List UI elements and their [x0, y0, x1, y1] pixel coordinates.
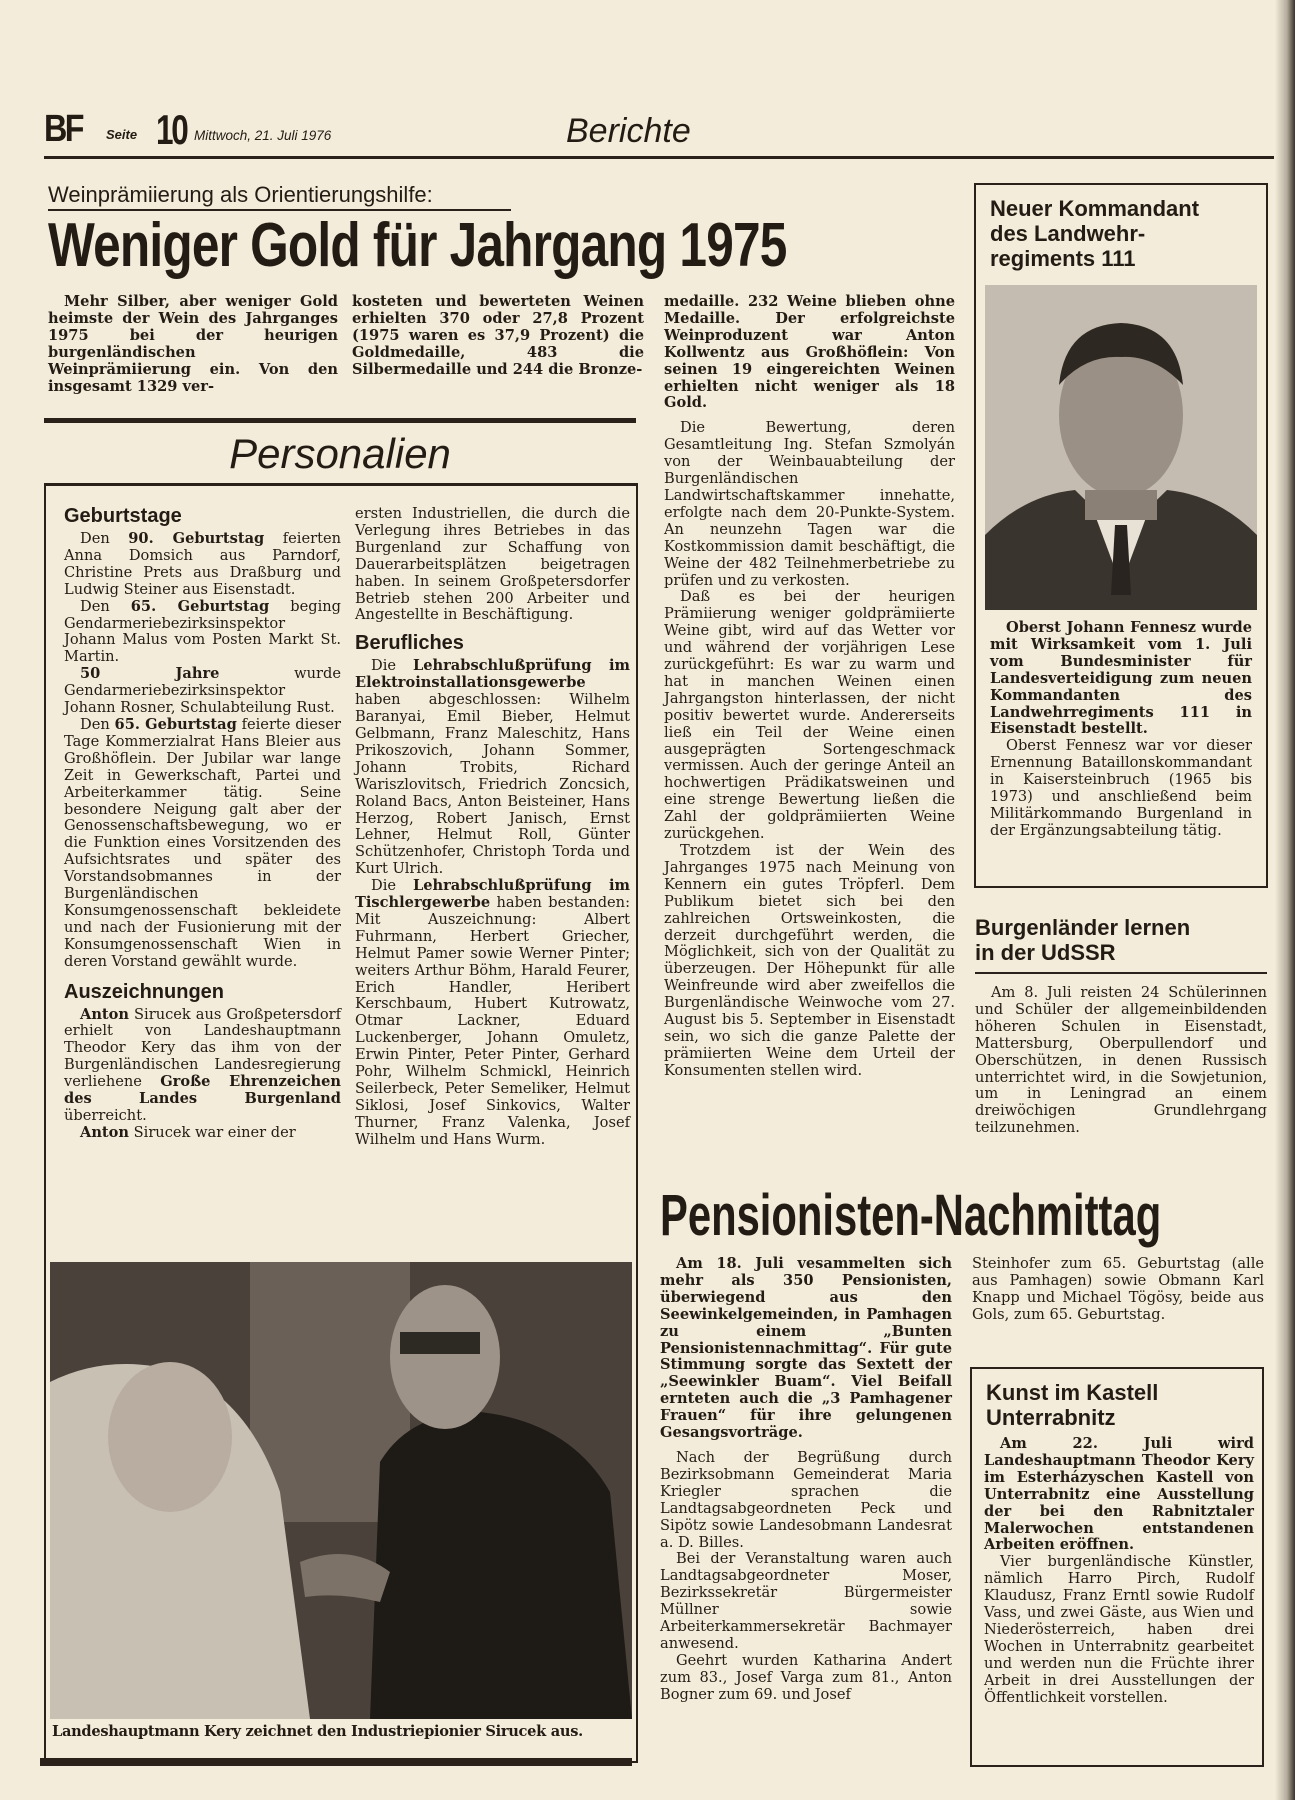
- issue-date: Mittwoch, 21. Juli 1976: [194, 128, 332, 143]
- heading-berufliches: Berufliches: [355, 632, 464, 655]
- geburtstage-p4: Den 65. Geburtstag feierte dieser Tage Kommerzialrat Hans Bleier aus Großhöflein. Der Jubilar war lange Zeit in Gewerkschaft, Partei und Arbeiterkammer tätig. Seine besondere Neigung galt aber der Genossenschaftsbewegung, wo er die Funktion eines Vorsitzenden des Aufsichtsrates und später des Vorstandsobmannes in der Burgenländischen Konsumgenossenschaft bekleidete und nach der Fusionierung mit der Konsumgenossenschaft Wien in deren Vorstand gewählt wurde.: [64, 715, 341, 970]
- auszeichnungen-p2-start: Anton Sirucek war einer der: [80, 1123, 296, 1141]
- pensionisten-body-p3: Geehrt wurden Katharina Andert zum 83., Josef Varga zum 81., Anton Bogner zum 69. und Josef: [660, 1651, 952, 1703]
- wine-headline: Weniger Gold für Jahrgang 1975: [48, 211, 787, 280]
- udssr-headline: Burgenländer lernen in der UdSSR: [975, 915, 1191, 965]
- wine-body-p3: Trotzdem ist der Wein des Jahrganges 1975 nach Meinung von Kennern ein gutes Tröpferl. Dem Publikum bietet sich bei den zahlreichen Ortsweinkosten, die derzeit durchgeführt werden, die Möglichkeit, sich von der Qualität zu überzeugen. Der Höhepunkt für alle Weinfreunde wird aber zweifellos die Burgenländische Weinwoche vom 27. August bis 5. September in Eisenstadt sein, wo sich die ganze Palette der prämiierten Weine dem Urteil der Konsumenten stellen wird.: [664, 842, 955, 1079]
- section-title: Berichte: [566, 112, 691, 150]
- personalien-title: Personalien: [229, 430, 451, 477]
- masthead: [44, 108, 1274, 156]
- page-edge-shadow: [1275, 0, 1295, 1800]
- wine-body-p2: Daß es bei der heurigen Prämiierung weniger goldprämiierte Weine gibt, wird auf das Wetter vor und während der vorjährigen Lese zurückgeführt: Es war zu warm und hat in manchen Weinen einen Jahrgangston hinterlassen, der nicht positiv bewertet wurde. Andererseits ließ ein Teil der Weine einen ausgeprägten Sortengeschmack vermissen. Auch der geringe Anteil an hochwertigen Prädikatsweinen und eine strenge Bewertung ließen die Zahl der goldprämiierten Weine zurückgehen.: [664, 588, 955, 843]
- kunst-body: Vier burgenländische Künstler, nämlich Harro Pirch, Rudolf Klaudusz, Franz Erntl sowie Rudolf Vass, und zwei Gäste, aus Wien und Niederösterreich, haben drei Wochen in Unterrabnitz gearbeitet und werden nun die Früchte ihrer Arbeit in drei Ausstellungen der Öffentlichkeit vorstellen.: [984, 1553, 1254, 1706]
- pensionisten-headline: Pensionisten-Nachmittag: [660, 1183, 1162, 1248]
- heading-auszeichnungen: Auszeichnungen: [64, 980, 225, 1003]
- personalien-top-rule: [44, 418, 636, 423]
- udssr-rule: [975, 972, 1267, 974]
- geburtstage-p2: Den 65. Geburtstag beging Gendarmeriebezirksinspektor Johann Malus vom Posten Markt St. Martin.: [64, 597, 341, 666]
- personalien-col1: [64, 503, 341, 1142]
- photo-caption: Landeshauptmann Kery zeichnet den Industriepionier Sirucek aus.: [52, 1723, 583, 1740]
- photo-illustration: [50, 1262, 632, 1719]
- berufliches-p2: Die Lehrabschlußprüfung im Tischlergewerbe haben bestanden: Mit Auszeichnung: Albert Fuhrmann, Herbert Griecher, Helmut Pamer sowie Werner Pinter; weiters Arthur Böhm, Harald Feurer, Erich Handler, Heribert Kerschbaum, Hubert Kutrowatz, Otmar Lackner, Eduard Luckenberger, Johann Omuletz, Erwin Pinter, Peter Pinter, Gerhard Pohr, Wilhelm Schmickl, Heinrich Seilerbeck, Peter Semeliker, Helmut Siklosi, Josef Sinkovics, Walter Thurner, Franz Valenka, Josef Wilhelm und Hans Wurm.: [355, 877, 630, 1148]
- wine-column3: [664, 294, 955, 1080]
- pensionisten-col2: [972, 1256, 1264, 1324]
- berufliches-p1: Die Lehrabschlußprüfung im Elektroinstallationsgewerbe haben abgeschlossen: Wilhelm Baranyai, Emil Bieber, Helmut Gelbmann, Franz Maleschitz, Hans Prikoszovich, Johann Sommer, Johann Trobits, Richard Wariszlovitsch, Friedrich Zoncsich, Roland Bacs, Anton Beisteiner, Hans Herzog, Robert Janisch, Ernst Lehner, Helmut Roll, Günter Schützenhofer, Christoph Torda und Kurt Ulrich.: [355, 657, 630, 878]
- geburtstage-p1: Den 90. Geburtstag feierten Anna Domsich aus Parndorf, Christine Prets aus Draßburg und Ludwig Steiner aus Eisenstadt.: [64, 530, 341, 598]
- page-number: 10: [156, 106, 187, 153]
- wine-lead-col3: medaille. 232 Weine blieben ohne Medaille. Der erfolgreichste Weinproduzent war Anton Kollwentz aus Großhöflein: Von seinen 19 eingereichten Weinen erhielten nicht weniger als 18 Gold.: [664, 293, 955, 412]
- auszeichnungen-p2-cont: ersten Industriellen, die durch die Verlegung ihres Betriebes in das Burgenland zur Schaffung von Dauerarbeitsplätzen beigetragen haben. In seinem Großpetersdorfer Betrieb stehen 200 Arbeiter und Angestellte in Beschäftigung.: [355, 505, 630, 624]
- wine-kicker: Weinprämiierung als Orientierungshilfe:: [48, 182, 511, 211]
- wine-lead-col1: Mehr Silber, aber weniger Gold heimste der Wein des Jahrganges 1975 bei der heurigen burgenländischen Weinprämiierung ein. Von den insgesamt 1329 ver-: [48, 293, 338, 395]
- auszeichnungen-p1: Anton Sirucek aus Großpetersdorf erhielt von Landeshauptmann Theodor Kery das ihm von der Burgenländischen Landesregierung verliehene Große Ehrenzeichen des Landes Burgenland überreicht.: [64, 1005, 341, 1124]
- pensionisten-col1: [660, 1256, 952, 1704]
- geburtstage-p3: 50 Jahre wurde Gendarmeriebezirksinspektor Johann Rosner, Schulabteilung Rust.: [64, 665, 341, 717]
- heading-geburtstage: Geburtstage: [64, 505, 182, 527]
- personalien-col2: [355, 506, 630, 1149]
- kommandant-body: Oberst Fennesz war vor dieser Ernennung Bataillonskommandant in Kaisersteinbruch (1965 bis 1973) und anschließend beim Militärkommando Burgenland in der Ergänzungsabteilung tätig.: [990, 737, 1252, 839]
- kunst-headline: Kunst im Kastell Unterrabnitz: [986, 1380, 1159, 1430]
- kunst-lead: Am 22. Juli wird Landeshauptmann Theodor Kery im Esterházyschen Kastell von Unterrabnitz eine Ausstellung der bei den Rabnitztaler Malerwochen entstandenen Arbeiten eröffnen.: [984, 1435, 1254, 1554]
- photo-fennesz: [985, 285, 1257, 610]
- wine-body-p1: Die Bewertung, deren Gesamtleitung Ing. Stefan Szmolyán von der Weinbauabteilung der Burgenländischen Landwirtschaftskammer innehatte, erfolgte nach dem 20-Punkte-System. An neunzehn Tagen war die Kostkommission damit beschäftigt, die Weine der 482 Teilnehmerbetriebe zu prüfen und zu verkosten.: [664, 419, 955, 589]
- kommandant-lead: Oberst Johann Fennesz wurde mit Wirksamkeit vom 1. Juli vom Bundesminister für Landesverteidigung zum neuen Kommandanten des Landwehrregiments 111 in Eisenstadt bestellt.: [990, 619, 1252, 738]
- kunst-text: [984, 1436, 1254, 1707]
- pensionisten-body-p1: Nach der Begrüßung durch Bezirksobmann Gemeinderat Maria Kriegler sprachen die Landtagsabgeordneten Peck und Sipötz sowie Landesobmann Landesrat a. D. Billes.: [660, 1448, 952, 1551]
- masthead-rule: [44, 156, 1274, 159]
- pensionisten-lead: Am 18. Juli vesammelten sich mehr als 350 Pensionisten, überwiegend aus den Seewinkelgemeinden, in Pamhagen zu einem „Bunten Pensionistennachmittag“. Für gute Stimmung sorgte das Sextett der „Seewinkler Buam“. Viel Beifall ernteten auch die „3 Pamhagener Frauen“ für ihre gelungenen Gesangsvorträge.: [660, 1255, 952, 1442]
- pensionisten-continued: Steinhofer zum 65. Geburtstag (alle aus Pamhagen) sowie Obmann Karl Knapp und Michael Tögösy, beide aus Gols, zum 65. Geburtstag.: [972, 1255, 1264, 1323]
- photo-kery-sirucek: [50, 1262, 632, 1719]
- udssr-body-column: [975, 985, 1267, 1137]
- kommandant-text: [990, 620, 1252, 840]
- portrait-illustration: [985, 285, 1257, 610]
- pensionisten-body-p2: Bei der Veranstaltung waren auch Landtagsabgeordneter Moser, Bezirkssekretär Bürgermeister Müllner sowie Arbeiterkammersekretär Bachmayer anwesend.: [660, 1550, 952, 1652]
- masthead-logo: BF: [44, 108, 82, 150]
- udssr-body: Am 8. Juli reisten 24 Schülerinnen und Schüler der allgemeinbildenden höheren Schulen in Eisenstadt, Mattersburg, Oberpullendorf und Oberschützen, in denen Russisch unterrichtet wird, in die Sowjetunion, um in Leningrad an einem dreiwöchigen Grundlehrgang teilzunehmen.: [975, 984, 1267, 1137]
- personalien-bottom-rule: [40, 1758, 632, 1766]
- kommandant-headline: Neuer Kommandant des Landwehr- regiments 111: [990, 196, 1200, 271]
- wine-lead-col2: kosteten und bewerteten Weinen erhielten 370 oder 27,8 Prozent (1975 waren es 37,9 Prozent) die Goldmedaille, 483 die Silbermedaille und 244 die Bronze-: [352, 293, 644, 378]
- seite-label: Seite: [106, 127, 138, 142]
